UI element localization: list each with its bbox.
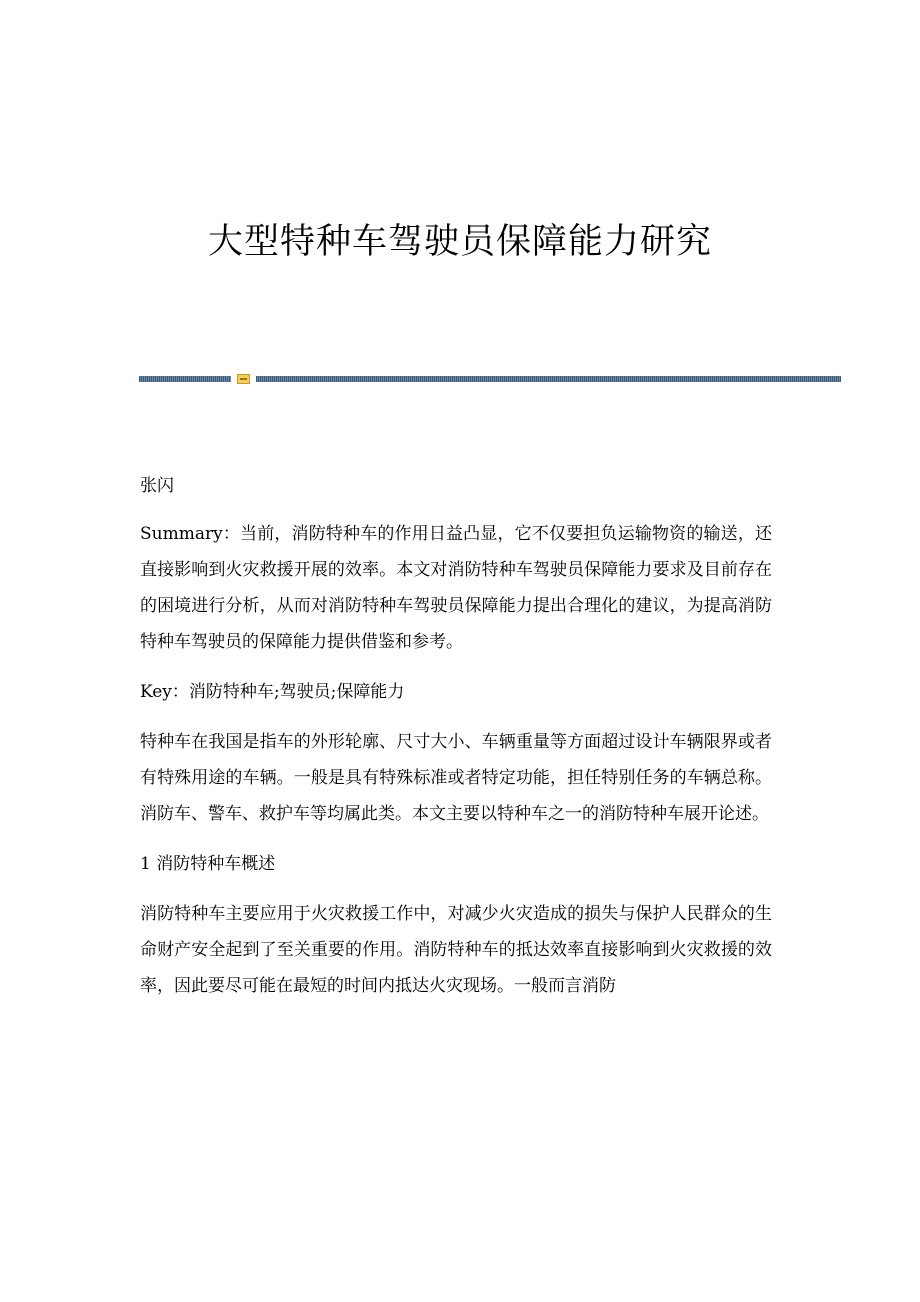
intro-paragraph: 特种车在我国是指车的外形轮廓、尺寸大小、车辆重量等方面超过设计车辆限界或者有特殊用途的车辆。一般是具有特殊标准或者特定功能，担任特别任务的车辆总称。消防车、警车、救护车等均属此类。本文主要以特种车之一的消防特种车展开论述。 xyxy=(140,732,772,824)
author-name: 张闪 xyxy=(140,476,174,496)
document-title: 大型特种车驾驶员保障能力研究 xyxy=(207,222,712,262)
keywords-line: Key：消防特种车;驾驶员;保障能力 xyxy=(140,682,405,702)
divider-bar-left xyxy=(139,376,231,382)
section-1-heading: 1 消防特种车概述 xyxy=(140,854,276,874)
divider-bar-right xyxy=(256,376,841,382)
title-divider xyxy=(139,374,841,384)
summary-paragraph: Summary：当前，消防特种车的作用日益凸显，它不仅要担负运输物资的输送，还直接影响到火灾救援开展的效率。本文对消防特种车驾驶员保障能力要求及目前存在的困境进行分析，从而对消防特种车驾驶员保障能力提出合理化的建议，为提高消防特种车驾驶员的保障能力提供借鉴和参考。 xyxy=(140,524,772,652)
divider-ornament-icon xyxy=(237,374,250,384)
section-1-paragraph: 消防特种车主要应用于火灾救援工作中，对减少火灾造成的损失与保护人民群众的生命财产安全起到了至关重要的作用。消防特种车的抵达效率直接影响到火灾救援的效率，因此要尽可能在最短的时间内抵达火灾现场。一般而言消防 xyxy=(140,904,772,996)
document-body xyxy=(140,468,772,1018)
